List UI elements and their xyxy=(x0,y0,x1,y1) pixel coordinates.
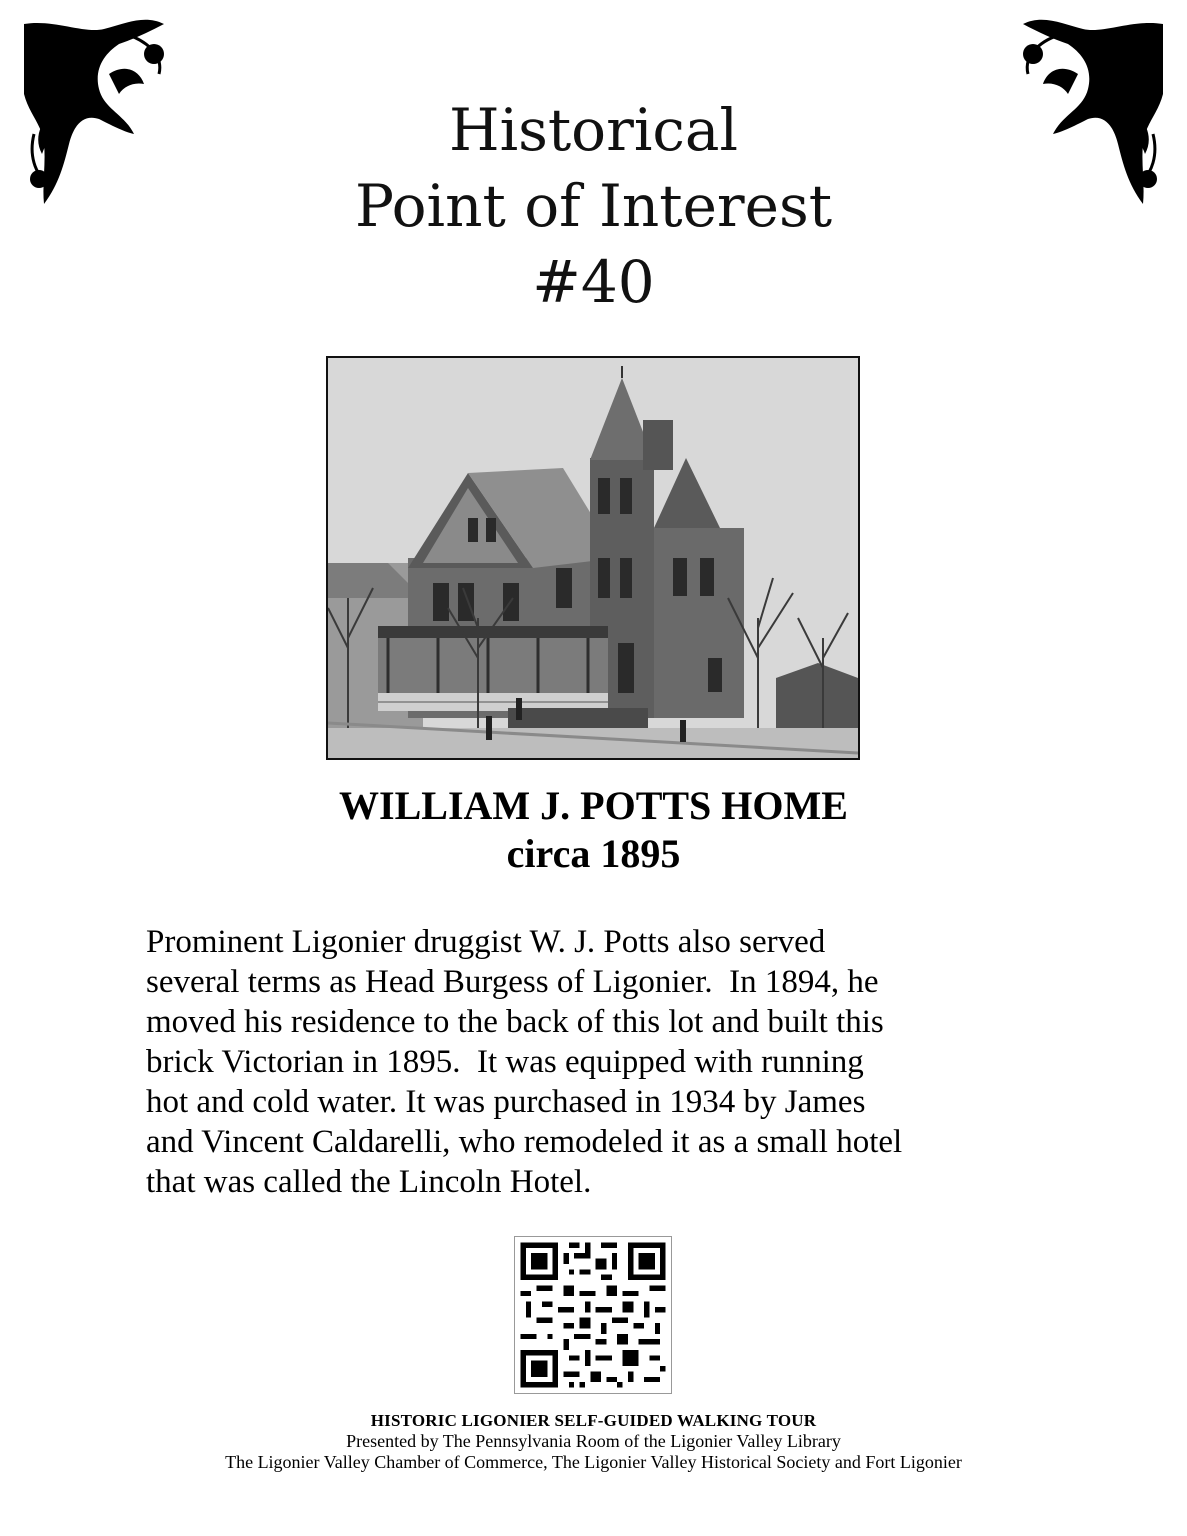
description-line: hot and cold water. It was purchased in 1934 by James xyxy=(146,1084,866,1120)
footer-presented-by: Presented by The Pennsylvania Room of the Ligonier Valley Library xyxy=(346,1431,841,1451)
description-line: and Vincent Caldarelli, who remodeled it as a small hotel xyxy=(146,1124,903,1160)
title-line-1: Historical xyxy=(448,96,738,164)
description-line: several terms as Head Burgess of Ligonier. In 1894, he xyxy=(146,964,879,1000)
house-name: WILLIAM J. POTTS HOME xyxy=(339,783,848,828)
page-title xyxy=(0,92,1187,320)
description xyxy=(146,922,1046,1202)
footer-tour-title: HISTORIC LIGONIER SELF-GUIDED WALKING TOUR xyxy=(370,1411,817,1430)
qr-code-icon[interactable] xyxy=(514,1236,672,1394)
footer-partners: The Ligonier Valley Chamber of Commerce, The Ligonier Valley Historical Society and Fort Ligonier xyxy=(225,1452,962,1472)
footer xyxy=(0,1410,1187,1473)
house-date: circa 1895 xyxy=(506,831,681,876)
description-line: moved his residence to the back of this lot and built this xyxy=(146,1004,884,1040)
title-line-2: Point of Interest xyxy=(354,172,833,240)
description-line: that was called the Lincoln Hotel. xyxy=(146,1164,592,1200)
historic-house-photo xyxy=(326,356,860,760)
description-line: brick Victorian in 1895. It was equipped with running xyxy=(146,1044,864,1080)
house-heading xyxy=(0,782,1187,878)
description-line: Prominent Ligonier druggist W. J. Potts also served xyxy=(146,924,826,960)
title-line-3: #40 xyxy=(532,248,655,316)
